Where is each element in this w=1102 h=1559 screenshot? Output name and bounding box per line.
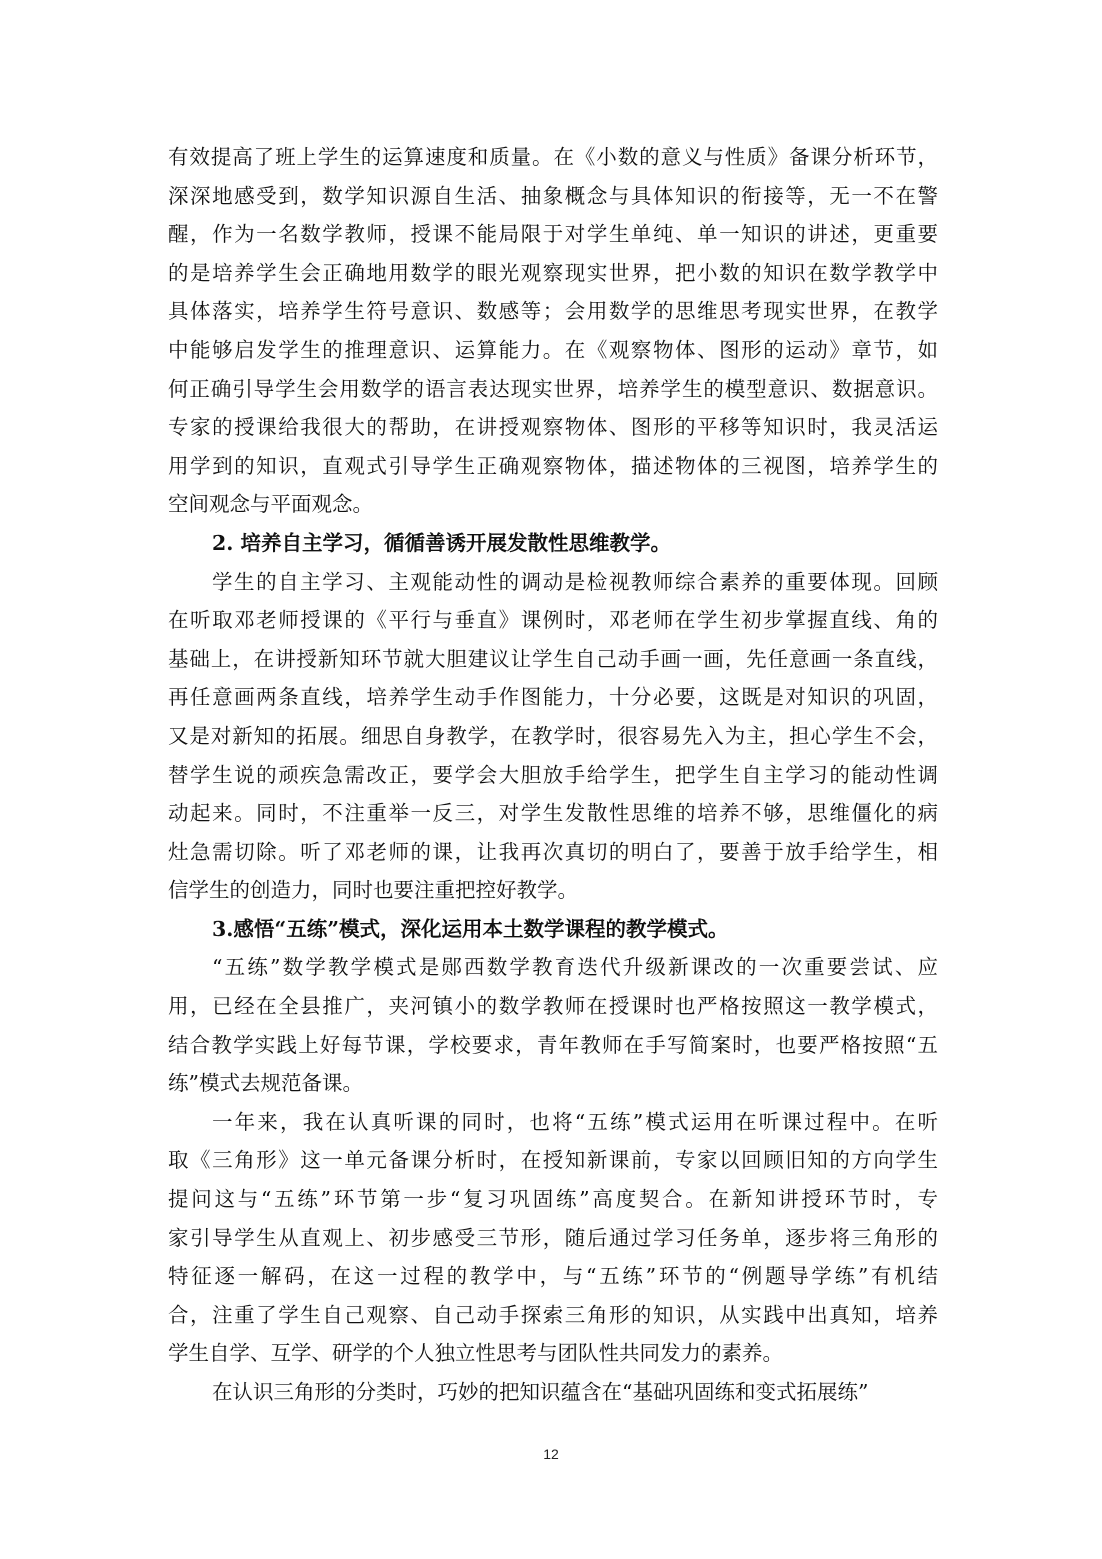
text-line: 信学生的创造力，同时也要注重把控好教学。 (168, 878, 578, 903)
text-line: 替学生说的顽疾急需改正，要学会大胆放手给学生，把学生自主学习的能动性调 (168, 762, 938, 787)
section-heading-2: 2. 培养自主学习，循循善诱开展发散性思维教学。 (212, 530, 672, 555)
text-line: “五练”数学教学模式是郧西数学教育迭代升级新课改的一次重要尝试、应 (212, 955, 938, 980)
text-line: 在认识三角形的分类时，巧妙的把知识蕴含在“基础巩固练和变式拓展练” (212, 1380, 869, 1404)
text-line: 有效提高了班上学生的运算速度和质量。在《小数的意义与性质》备课分析环节， (168, 145, 938, 169)
text-line: 何正确引导学生会用数学的语言表达现实世界，培养学生的模型意识、数据意识。 (168, 376, 938, 401)
text-line: 的是培养学生会正确地用数学的眼光观察现实世界，把小数的知识在数学教学中 (168, 260, 938, 285)
text-line: 专家的授课给我很大的帮助，在讲授观察物体、图形的平移等知识时，我灵活运 (168, 415, 938, 440)
text-line: 特征逐一解码，在这一过程的教学中，与“五练”环节的“例题导学练”有机结 (168, 1264, 938, 1289)
paragraph-3 (168, 948, 938, 1102)
text-line: 在听取邓老师授课的《平行与垂直》课例时，邓老师在学生初步掌握直线、角的 (168, 608, 938, 633)
text-line: 深深地感受到，数学知识源自生活、抽象概念与具体知识的衔接等，无一不在警 (168, 183, 938, 208)
text-line: 动起来。同时，不注重举一反三，对学生发散性思维的培养不够，思维僵化的病 (168, 801, 938, 826)
paragraph-4 (168, 1103, 938, 1373)
text-line: 再任意画两条直线，培养学生动手作图能力，十分必要，这既是对知识的巩固， (168, 685, 938, 710)
text-line: 具体落实，培养学生符号意识、数感等；会用数学的思维思考现实世界，在教学 (168, 299, 938, 324)
section-heading-3: 3.感悟“五练”模式，深化运用本土数学课程的教学模式。 (212, 916, 729, 941)
text-line: 练”模式去规范备课。 (168, 1071, 363, 1096)
page-number: 12 (543, 1446, 559, 1462)
text-line: 结合教学实践上好每节课，学校要求，青年教师在手写简案时，也要严格按照“五 (168, 1032, 938, 1057)
text-line: 用学到的知识，直观式引导学生正确观察物体，描述物体的三视图，培养学生的 (168, 453, 938, 478)
text-line: 基础上，在讲授新知环节就大胆建议让学生自己动手画一画，先任意画一条直线， (168, 646, 938, 671)
paragraph-2 (168, 563, 938, 910)
text-line: 家引导学生从直观上、初步感受三节形，随后通过学习任务单，逐步将三角形的 (168, 1225, 938, 1250)
paragraph-5 (168, 1373, 938, 1412)
text-line: 用，已经在全县推广，夹河镇小的数学教师在授课时也严格按照这一教学模式， (168, 994, 938, 1019)
text-line: 中能够启发学生的推理意识、运算能力。在《观察物体、图形的运动》章节，如 (168, 337, 938, 362)
text-line: 灶急需切除。听了邓老师的课，让我再次真切的明白了，要善于放手给学生，相 (168, 839, 938, 864)
text-line: 提问这与“五练”环节第一步“复习巩固练”高度契合。在新知讲授环节时，专 (168, 1187, 938, 1212)
text-line: 醒，作为一名数学教师，授课不能局限于对学生单纯、单一知识的讲述，更重要 (168, 222, 938, 247)
text-line: 一年来，我在认真听课的同时，也将“五练”模式运用在听课过程中。在听 (212, 1109, 938, 1134)
paragraph-1 (168, 138, 938, 524)
text-line: 空间观念与平面观念。 (168, 492, 373, 517)
text-line: 取《三角形》这一单元备课分析时，在授知新课前，专家以回顾旧知的方向学生 (168, 1148, 938, 1173)
document-body (168, 138, 938, 1412)
text-line: 学生的自主学习、主观能动性的调动是检视教师综合素养的重要体现。回顾 (212, 569, 938, 594)
text-line: 又是对新知的拓展。细思自身教学，在教学时，很容易先入为主，担心学生不会， (168, 723, 938, 748)
text-line: 合，注重了学生自己观察、自己动手探索三角形的知识，从实践中出真知，培养 (168, 1302, 938, 1327)
text-line: 学生自学、互学、研学的个人独立性思考与团队性共同发力的素养。 (168, 1341, 783, 1366)
